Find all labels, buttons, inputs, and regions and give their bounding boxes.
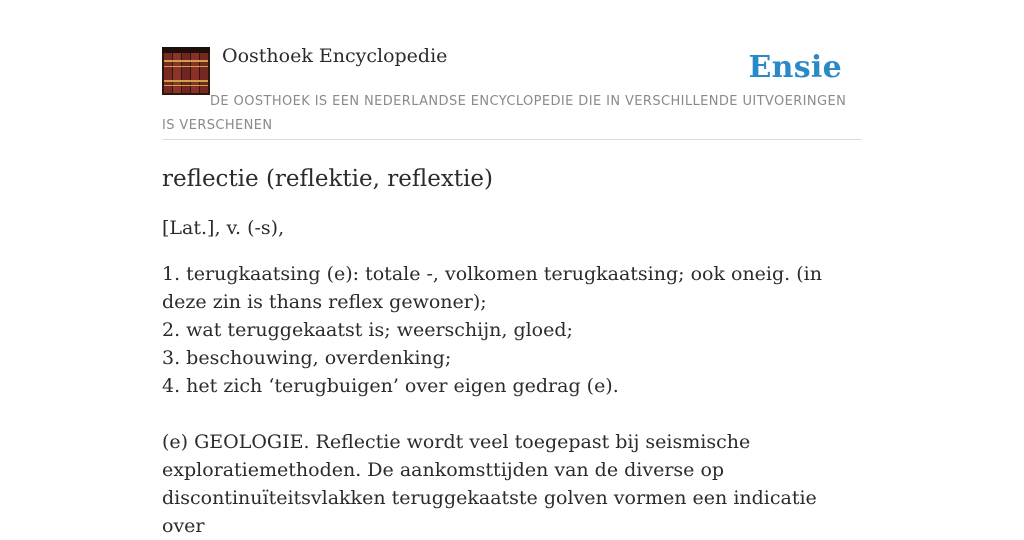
definition-list xyxy=(162,260,862,400)
encyclopedia-books-icon xyxy=(162,47,210,95)
definition-item: 2. wat teruggekaatst is; weerschijn, gloed; xyxy=(162,319,573,341)
ensie-logo-link[interactable]: Ensie xyxy=(748,50,842,85)
publication-title[interactable]: Oosthoek Encyclopedie xyxy=(222,45,448,67)
publication-header xyxy=(162,0,862,140)
geology-paragraph: (e) GEOLOGIE. Reflectie wordt veel toegepast bij seismische exploratiemethoden. De aankomsttijden van de diverse op discontinuïteitsvlakken teruggekaatste golven vormen een indicatie over xyxy=(162,431,817,537)
publication-description: DE OOSTHOEK IS EEN NEDERLANDSE ENCYCLOPEDIE DIE IN VERSCHILLENDE UITVOERINGEN IS VERSCHENEN xyxy=(162,94,847,133)
publication-avatar[interactable] xyxy=(162,47,210,95)
article-container xyxy=(162,0,862,540)
definition-item: 4. het zich ‘terugbuigen’ over eigen gedrag (e). xyxy=(162,375,619,397)
definition-item: 1. terugkaatsing (e): totale -, volkomen terugkaatsing; ook oneig. (in deze zin is thans reflex gewoner); xyxy=(162,263,822,313)
definition-item: 3. beschouwing, overdenking; xyxy=(162,347,452,369)
entry-etymology: [Lat.], v. (-s), xyxy=(162,217,285,239)
entry-content xyxy=(162,140,862,540)
entry-title: reflectie (reflektie, reflextie) xyxy=(162,166,493,192)
